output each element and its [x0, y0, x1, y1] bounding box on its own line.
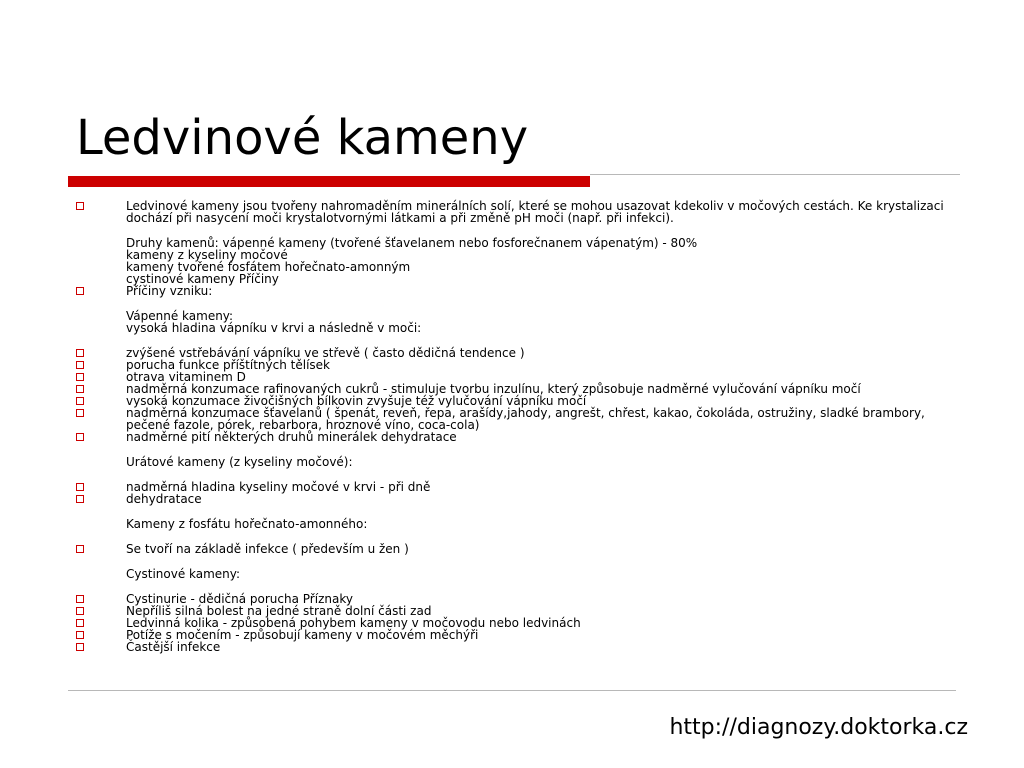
bullet-item: [76, 200, 946, 224]
item-text: Častější infekce: [126, 640, 221, 654]
square-bullet-icon: [76, 619, 84, 627]
bullet-item: [76, 285, 946, 297]
item-text: Urátové kameny (z kyseliny močové):: [126, 455, 353, 469]
bullet-item: [76, 543, 946, 555]
item-text: Nepříliš silná bolest na jedné straně dolní části zad: [126, 604, 432, 618]
item-text: Cystinové kameny:: [126, 567, 241, 581]
square-bullet-icon: [76, 545, 84, 553]
square-bullet-icon: [76, 643, 84, 651]
square-bullet-icon: [76, 385, 84, 393]
square-bullet-icon: [76, 631, 84, 639]
item-text: otrava vitaminem D: [126, 370, 246, 384]
item-text: Ledvinové kameny jsou tvořeny nahromaděním minerálních solí, které se mohou usazovat kdekoliv v močových cestách. Ke krystalizaci dochází při nasycení moči krystalotvornými látkami a při změně pH moči (např. při infekci).: [126, 199, 944, 225]
square-bullet-icon: [76, 373, 84, 381]
bullet-item: [76, 407, 946, 431]
item-text: dehydratace: [126, 492, 202, 506]
square-bullet-icon: [76, 361, 84, 369]
square-bullet-icon: [76, 595, 84, 603]
bottom-divider: [68, 690, 956, 691]
slide-title: Ledvinové kameny: [76, 110, 529, 166]
item-text: Kameny z fosfátu hořečnato-amonného:: [126, 517, 368, 531]
square-bullet-icon: [76, 397, 84, 405]
square-bullet-icon: [76, 483, 84, 491]
text-line: [76, 518, 946, 530]
bullet-item: [76, 493, 946, 505]
item-text: Příčiny vzniku:: [126, 284, 213, 298]
square-bullet-icon: [76, 202, 84, 210]
square-bullet-icon: [76, 495, 84, 503]
square-bullet-icon: [76, 607, 84, 615]
item-text: zvýšené vstřebávání vápníku ve střevě ( často dědičná tendence ): [126, 346, 525, 360]
text-line: [76, 322, 946, 334]
title-underline-red: [68, 176, 590, 187]
item-text: Druhy kamenů: vápenné kameny (tvořené šťavelanem nebo fosforečnanem vápenatým) - 80%: [126, 236, 698, 250]
text-line: [76, 456, 946, 468]
bullet-item: [76, 641, 946, 653]
item-text: Potíže s močením - způsobují kameny v močovém měchýři: [126, 628, 479, 642]
footer-url: http://diagnozy.doktorka.cz: [669, 715, 968, 740]
bullet-item: [76, 481, 946, 493]
item-text: nadměrná konzumace šťavelanů ( špenát, reveň, řepa, arašídy,jahody, angrešt, chřest, kakao, čokoláda, ostružiny, sladké brambory, pečené fazole, pórek, rebarbora, hroznové víno, coca-cola): [126, 406, 925, 432]
item-text: vysoká konzumace živočišných bílkovin zvyšuje též vylučování vápníku močí: [126, 394, 587, 408]
slide-content: [76, 200, 946, 653]
item-text: cystinové kameny Příčiny: [126, 272, 279, 286]
text-line: [76, 568, 946, 580]
square-bullet-icon: [76, 409, 84, 417]
item-text: Se tvoří na základě infekce ( především u žen ): [126, 542, 409, 556]
item-text: nadměrné pití některých druhů minerálek dehydratace: [126, 430, 457, 444]
bullet-item: [76, 431, 946, 443]
item-text: kameny tvořené fosfátem hořečnato-amonným: [126, 260, 411, 274]
item-text: Vápenné kameny:: [126, 309, 234, 323]
item-text: kameny z kyseliny močové: [126, 248, 288, 262]
item-text: nadměrná hladina kyseliny močové v krvi - při dně: [126, 480, 431, 494]
item-text: Ledvinná kolika - způsobená pohybem kameny v močovodu nebo ledvinách: [126, 616, 581, 630]
item-text: Cystinurie - dědičná porucha Příznaky: [126, 592, 353, 606]
item-text: vysoká hladina vápníku v krvi a následně v moči:: [126, 321, 422, 335]
square-bullet-icon: [76, 287, 84, 295]
square-bullet-icon: [76, 349, 84, 357]
square-bullet-icon: [76, 433, 84, 441]
title-underline-thin: [590, 174, 960, 175]
item-text: porucha funkce příštítných tělísek: [126, 358, 330, 372]
item-text: nadměrná konzumace rafinovaných cukrů - stimuluje tvorbu inzulínu, který způsobuje nadměrné vylučování vápníku močí: [126, 382, 861, 396]
